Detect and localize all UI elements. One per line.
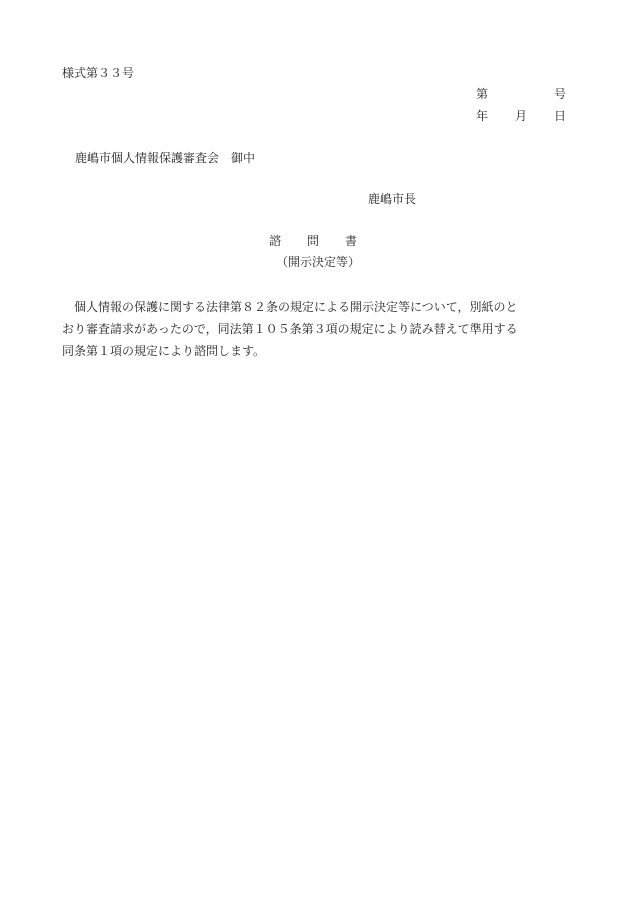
body-line-1 bbox=[62, 296, 572, 318]
title-char-1: 諮 bbox=[269, 234, 282, 248]
body-line-3: 同条第１項の規定により諮問します。 bbox=[62, 344, 266, 358]
body-paragraph bbox=[62, 296, 572, 362]
document-number-suffix: 号 bbox=[554, 87, 567, 101]
form-number: 様式第３３号 bbox=[62, 66, 135, 80]
body-line-2: おり審査請求があったので，同法第１０５条第３項の規定により読み替えて準用する bbox=[62, 322, 518, 336]
date-month-label: 月 bbox=[515, 109, 528, 123]
document-subtitle: （開示決定等） bbox=[276, 255, 361, 269]
recipient: 鹿嶋市個人情報保護審査会 御中 bbox=[75, 151, 256, 165]
date-year-label: 年 bbox=[476, 109, 489, 123]
title-char-2: 問 bbox=[307, 234, 320, 248]
body-line-1-text: 個人情報の保護に関する法律第８２条の規定による開示決定等について，別紙のと bbox=[74, 300, 518, 314]
document-title bbox=[269, 234, 357, 248]
date-day-label: 日 bbox=[554, 109, 567, 123]
document-number-prefix: 第 bbox=[476, 87, 489, 101]
sender: 鹿嶋市長 bbox=[368, 192, 417, 206]
title-char-3: 書 bbox=[345, 234, 358, 248]
